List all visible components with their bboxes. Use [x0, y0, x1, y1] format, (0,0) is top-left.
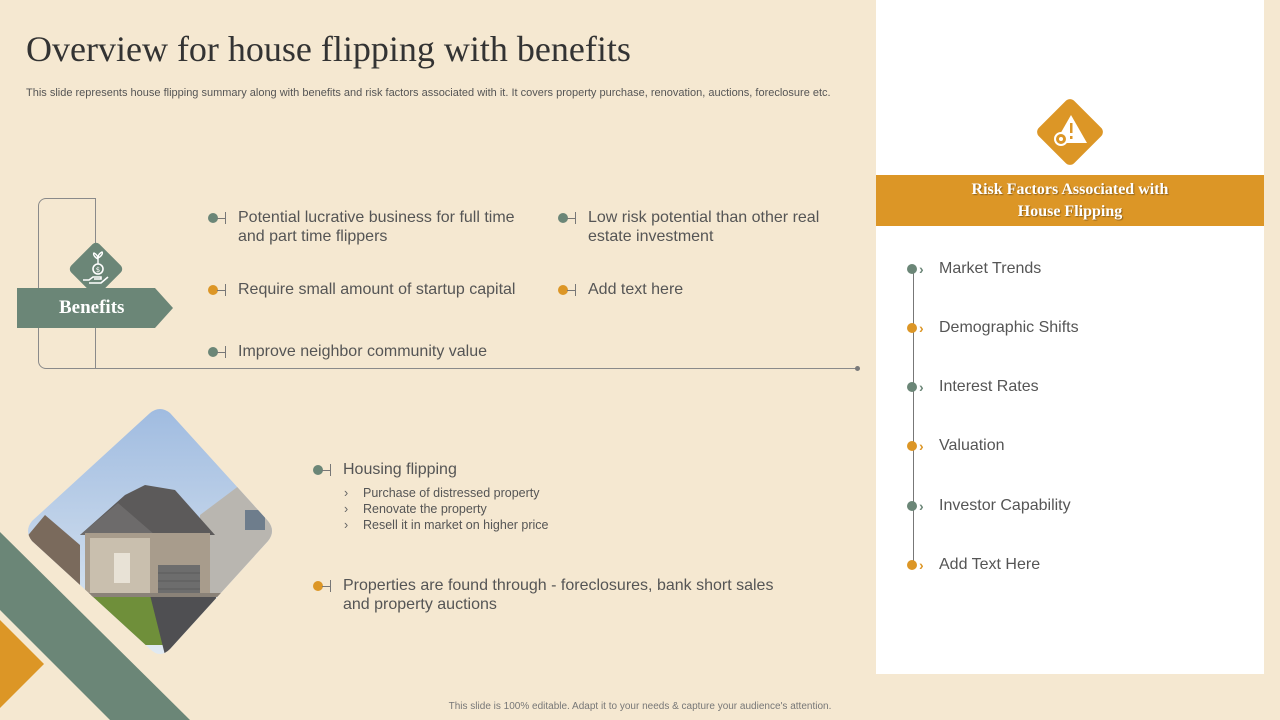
benefits-divider: [48, 368, 857, 369]
risk-timeline: [913, 270, 914, 566]
risk-item: › Add Text Here: [907, 556, 1040, 574]
list-item: › Purchase of distressed property: [344, 486, 540, 500]
benefit-item: [208, 342, 538, 361]
benefit-item: [208, 208, 528, 246]
chevron-right-icon: ›: [919, 320, 924, 336]
risk-item: › Valuation: [907, 437, 1005, 455]
benefit-text: Potential lucrative business for full time and part time flippers: [238, 209, 515, 245]
chevron-right-icon: ›: [919, 498, 924, 514]
bullet-marker-icon: [313, 465, 335, 475]
bullet-marker-icon: [208, 285, 230, 295]
bullet-marker-icon: [558, 285, 580, 295]
risk-header-line: House Flipping: [1017, 203, 1123, 220]
risk-item: › Investor Capability: [907, 497, 1071, 515]
bullet-marker-icon: [558, 213, 580, 223]
benefit-item: [208, 280, 538, 299]
bullet-marker-icon: [208, 213, 230, 223]
warning-gear-icon: [1031, 93, 1109, 171]
chevron-right-icon: ›: [919, 379, 924, 395]
chevron-right-icon: ›: [919, 261, 924, 277]
benefits-label-banner: [17, 288, 173, 328]
benefit-text: Low risk potential than other real estate investment: [588, 209, 820, 245]
benefit-text: Improve neighbor community value: [238, 343, 488, 360]
housing-flipping-item: [313, 460, 613, 479]
list-item: › Resell it in market on higher price: [344, 518, 549, 532]
risk-header-line: Risk Factors Associated with: [971, 181, 1169, 198]
page-title: Overview for house flipping with benefits: [26, 29, 631, 69]
benefit-item: [558, 208, 848, 246]
divider-endpoint: [855, 366, 860, 371]
house-photo: [0, 405, 300, 665]
list-item: › Renovate the property: [344, 502, 487, 516]
risk-item: › Demographic Shifts: [907, 319, 1079, 337]
benefit-text: Add text here: [588, 281, 684, 298]
bullet-marker-icon: [313, 581, 335, 591]
risk-item: › Market Trends: [907, 260, 1041, 278]
housing-flipping-label: Housing flipping: [343, 461, 457, 478]
risk-item: › Interest Rates: [907, 378, 1039, 396]
benefit-text: Require small amount of startup capital: [238, 281, 516, 298]
chevron-right-icon: ›: [919, 438, 924, 454]
benefits-label: Benefits: [59, 297, 125, 318]
svg-text:$: $: [95, 266, 101, 274]
benefit-item: [558, 280, 848, 299]
housing-sub-list: [344, 485, 549, 533]
footer-note: This slide is 100% editable. Adapt it to your needs & capture your audience's attention.: [448, 701, 832, 712]
properties-text: Properties are found through - foreclosures, bank short sales and property auctions: [343, 577, 774, 613]
page-subtitle: This slide represents house flipping summary along with benefits and risk factors associated with it. It covers property purchase, renovation, auctions, foreclosure etc.: [26, 87, 831, 99]
risk-header: [876, 175, 1264, 226]
bullet-marker-icon: [208, 347, 230, 357]
properties-item: [313, 576, 793, 614]
chevron-right-icon: ›: [919, 557, 924, 573]
